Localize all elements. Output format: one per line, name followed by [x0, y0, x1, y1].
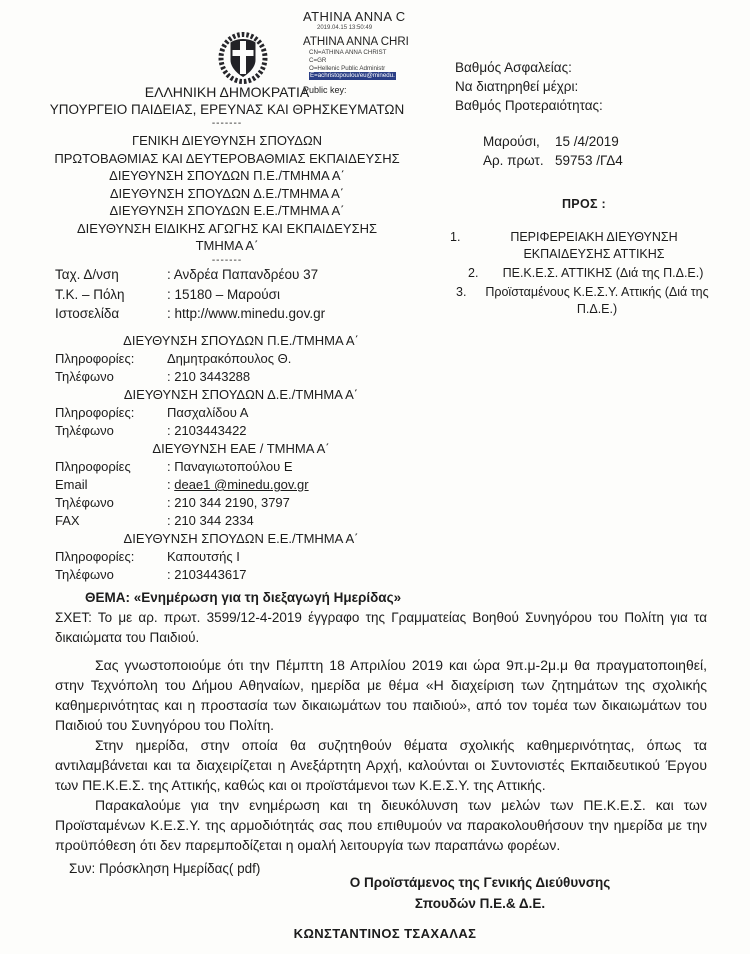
contact-label: Τηλέφωνο	[55, 369, 114, 384]
contact-value: Δημητρακόπουλος Θ.	[167, 351, 292, 366]
document-meta	[455, 58, 735, 170]
contact-value: : Παναγιωτοπούλου Ε	[167, 459, 293, 474]
signer-name-short: ATHINA ANNA C	[303, 9, 406, 24]
recipient-number: 1.	[450, 230, 461, 244]
divider: -------	[211, 118, 243, 129]
ministry-title: ΥΠΟΥΡΓΕΙΟ ΠΑΙΔΕΙΑΣ, ΕΡΕΥΝΑΣ ΚΑΙ ΘΡΗΣΚΕΥΜΑΤΩΝ	[49, 102, 405, 117]
recipient-text: ΠΕΡΙΦΕΡΕΙΑΚΗ ΔΙΕΥΘΥΝΣΗ ΕΚΠΑΙΔΕΥΣΗΣ ΑΤΤΙΚΗΣ	[510, 230, 678, 261]
contact-value: Καπουτσής Ι	[167, 549, 240, 564]
recipient-number: 3.	[456, 285, 467, 299]
email-link[interactable]: deae1 @minedu.gov.gr	[174, 477, 309, 492]
keep-until-label: Να διατηρηθεί μέχρι:	[455, 79, 579, 94]
directorate-line: ΓΕΝΙΚΗ ΔΙΕΥΘΥΝΣΗ ΣΠΟΥΔΩΝ	[131, 133, 323, 148]
address-row	[55, 265, 435, 285]
contact-label: Πληροφορίες:	[55, 351, 135, 366]
address-block	[55, 265, 435, 324]
contact-value: : 2103443422	[167, 423, 247, 438]
contact-label: Τηλέφωνο	[55, 495, 114, 510]
recipients-block	[450, 196, 718, 320]
website-link[interactable]: : http://www.minedu.gov.gr	[167, 306, 326, 321]
signoff-title-line2: Σπουδών Π.Ε.& Δ.Ε.	[414, 896, 546, 911]
contact-label: FAX	[55, 513, 80, 528]
contact-heading: ΔΙΕΥΘΥΝΣΗ ΕΑΕ / ΤΜΗΜΑ Α΄	[152, 441, 330, 456]
contact-value: : 210 3443288	[167, 369, 251, 384]
divider: -------	[211, 254, 243, 266]
digital-signature-stamp	[303, 10, 463, 95]
contact-label: Τηλέφωνο	[55, 423, 114, 438]
certificate-org: O=Hellenic Public Administr	[309, 64, 386, 72]
address-value: : 15180 – Μαρούσι	[167, 286, 281, 302]
recipient-number: 2.	[468, 266, 479, 280]
signer-full-name: ΚΩΝΣΤΑΝΤΙΝΟΣ ΤΣΑΧΑΛΑΣ	[293, 926, 477, 941]
address-row	[55, 285, 435, 305]
security-label: Βαθμός Ασφαλείας:	[455, 60, 572, 75]
contact-heading: ΔΙΕΥΘΥΝΣΗ ΣΠΟΥΔΩΝ Δ.Ε./ΤΜΗΜΑ Α΄	[123, 387, 359, 402]
contact-value: : 210 344 2190, 3797	[167, 495, 290, 510]
priority-label: Βαθμός Προτεραιότητας:	[455, 98, 603, 113]
address-label: Τ.Κ. – Πόλη	[55, 286, 125, 302]
colon: :	[167, 477, 175, 492]
subject-block	[55, 588, 707, 648]
recipient-item	[450, 265, 718, 282]
address-value: : Ανδρέα Παπανδρέου 37	[167, 267, 319, 282]
contact-heading: ΔΙΕΥΘΥΝΣΗ ΣΠΟΥΔΩΝ Ε.Ε./ΤΜΗΜΑ Α΄	[123, 531, 359, 546]
contact-value: Πασχαλίδου Α	[167, 405, 249, 420]
certificate-cn: CN=ATHINA ANNA CHRIST	[309, 49, 387, 57]
address-row	[55, 304, 435, 324]
attachment-note: Συν: Πρόσκληση Ημερίδας( pdf)	[69, 861, 261, 876]
signoff-block	[325, 872, 635, 914]
subject-line: ΘΕΜΑ: «Ενημέρωση για τη διεξαγωγή Ημερίδας»	[85, 590, 402, 605]
address-label: Ταχ. Δ/νση	[55, 267, 119, 282]
directorate-line: ΔΙΕΥΘΥΝΣΗ ΣΠΟΥΔΩΝ Ε.Ε./ΤΜΗΜΑ Α΄	[109, 203, 345, 218]
body-paragraph-2: Στην ημερίδα, στην οποία θα συζητηθούν θέματα σχολικής καθημερινότητας, όπως τα αντιλαμβάνεται και τα διαχειρίζεται η Ανεξάρτητη Αρχή, καλούνται οι Συντονιστές Εκπαιδευτικού Έργου των ΠΕ.Κ.Ε.Σ. της Αττικής, καθώς και οι προϊστάμενοι των Κ.Ε.Σ.Υ. της Αττικής.	[55, 737, 707, 793]
directorate-line: ΔΙΕΥΘΥΝΣΗ ΣΠΟΥΔΩΝ Π.Ε./ΤΜΗΜΑ Α΄	[109, 168, 345, 183]
signature-timestamp: 2019.04.15 13:50:49	[317, 24, 373, 31]
body-paragraph-3: Παρακαλούμε για την ενημέρωση και τη διευκόλυνση των μελών των ΠΕ.Κ.Ε.Σ. και των Προϊσταμένων Κ.Ε.Σ.Υ. της αρμοδιότητάς σας που επιθυμούν να παρακολουθήσουν την ημερίδα με την προϋπόθεση ότι δεν παρεμποδίζεται η ομαλή λειτουργία των παραπάνω φορέων.	[55, 797, 707, 853]
letter-body	[55, 655, 707, 879]
contact-sections	[55, 332, 427, 584]
directorate-line: ΔΙΕΥΘΥΝΣΗ ΣΠΟΥΔΩΝ Δ.Ε./ΤΜΗΜΑ Α΄	[109, 185, 345, 201]
directorate-line: ΔΙΕΥΘΥΝΣΗ ΕΙΔΙΚΗΣ ΑΓΩΓΗΣ ΚΑΙ ΕΚΠΑΙΔΕΥΣΗΣ	[76, 220, 378, 236]
recipient-text: ΠΕ.Κ.Ε.Σ. ΑΤΤΙΚΗΣ (Διά της Π.Δ.Ε.)	[502, 266, 704, 280]
letterhead	[18, 84, 436, 267]
address-label: Ιστοσελίδα	[55, 306, 120, 321]
directorate-line: ΠΡΩΤΟΒΑΘΜΙΑΣ ΚΑΙ ΔΕΥΤΕΡΟΒΑΘΜΙΑΣ ΕΚΠΑΙΔΕΥΣΗΣ	[54, 150, 400, 166]
republic-title: ΕΛΛΗΝΙΚΗ ΔΗΜΟΚΡΑΤΙΑ	[144, 84, 310, 100]
signoff-title-line1: Ο Προϊστάμενος της Γενικής Διεύθυνσης	[349, 875, 611, 890]
greek-national-emblem-icon	[216, 30, 270, 86]
place-label: Μαρούσι,	[483, 134, 540, 149]
document-date: 15 /4/2019	[555, 134, 619, 149]
contact-label: Email	[55, 477, 88, 492]
contact-label: Πληροφορίες:	[55, 405, 135, 420]
contact-heading: ΔΙΕΥΘΥΝΣΗ ΣΠΟΥΔΩΝ Π.Ε./ΤΜΗΜΑ Α΄	[123, 333, 359, 348]
signer-name-long: ATHINA ANNA CHRI	[303, 35, 409, 48]
certificate-email: E=achristopoulou/eu@minedu.	[310, 72, 395, 80]
contact-label: Τηλέφωνο	[55, 567, 114, 582]
contact-value: : 210 344 2334	[167, 513, 254, 528]
contact-value: : 2103443617	[167, 567, 247, 582]
protocol-number: 59753 /ΓΔ4	[555, 153, 623, 168]
reference-line: ΣΧΕΤ: Το με αρ. πρωτ. 3599/12-4-2019 έγγραφο της Γραμματείας Βοηθού Συνηγόρου του Πολίτη για τα δικαιώματα του Παιδιού.	[55, 610, 707, 645]
public-key-label: Public key:	[303, 85, 347, 96]
contact-label: Πληροφορίες	[55, 459, 131, 474]
certificate-country: C=GR	[309, 56, 327, 64]
body-paragraph-1: Σας γνωστοποιούμε ότι την Πέμπτη 18 Απριλίου 2019 και ώρα 9π.μ-2μ.μ θα πραγματοποιηθεί, στην Τεχνόπολη του Δήμου Αθηναίων, ημερίδα με θέμα «Η διαχείριση των ζητημάτων της σχολικής καθημερινότητας και η προστασία των δικαιωμάτων του παιδιού», από τον τομέα των δικαιωμάτων του Παιδιού του Συνηγόρου του Πολίτη.	[55, 657, 707, 733]
recipients-title: ΠΡΟΣ :	[561, 197, 607, 211]
directorate-line: ΤΜΗΜΑ Α΄	[195, 238, 259, 253]
recipient-text: Προϊσταμένους Κ.Ε.Σ.Υ. Αττικής (Διά της Π.Δ.Ε.)	[485, 285, 709, 316]
recipient-item	[450, 284, 718, 318]
contact-label: Πληροφορίες:	[55, 549, 135, 564]
protocol-label: Αρ. πρωτ.	[483, 153, 544, 168]
recipient-item	[450, 229, 718, 263]
